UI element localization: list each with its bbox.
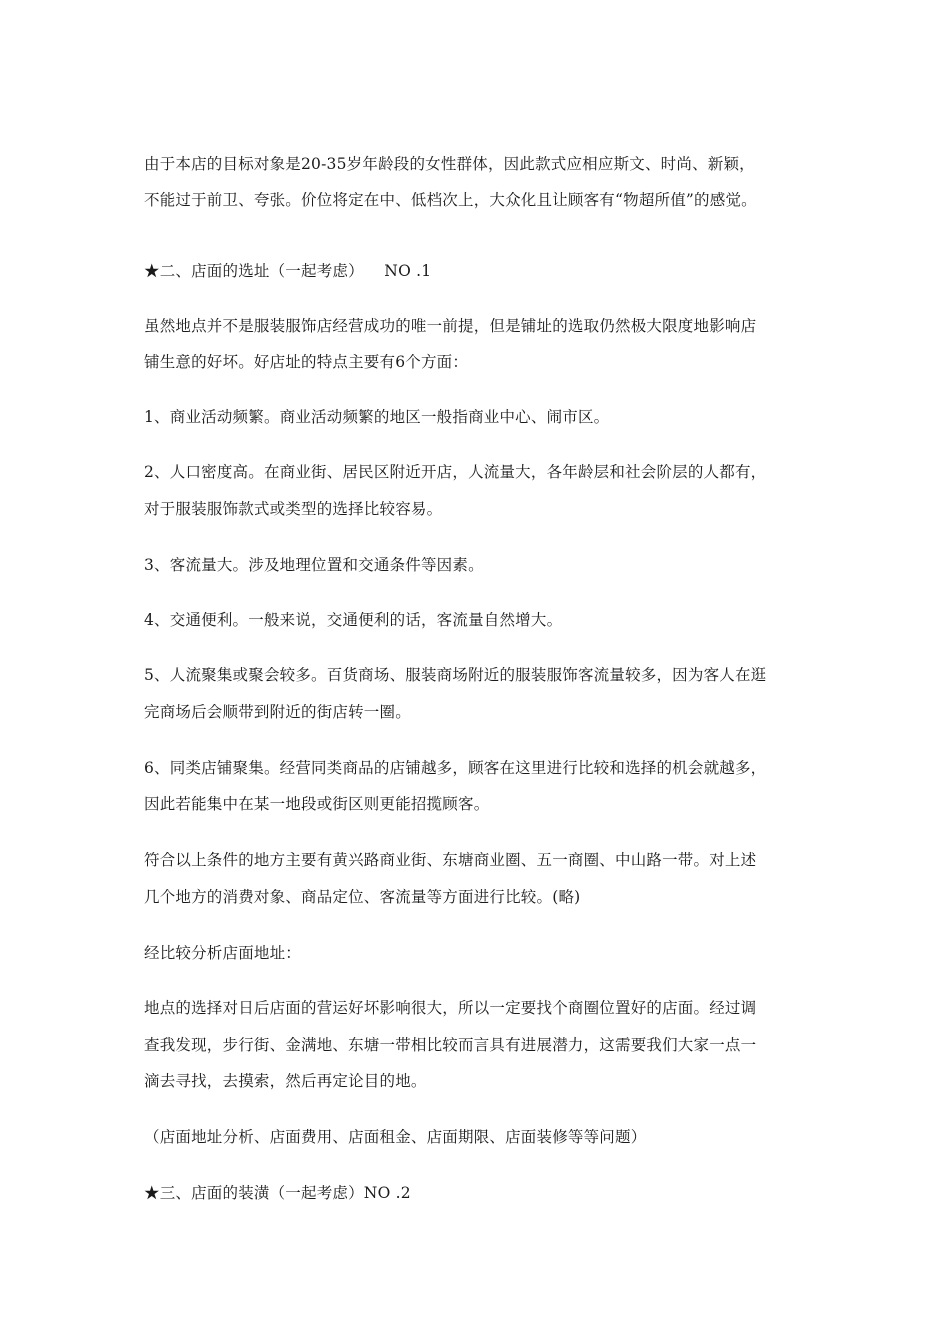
list-item-6-line-1: 6、同类店铺聚集。经营同类商品的店铺越多，顾客在这里进行比较和选择的机会就越多，	[144, 759, 767, 777]
section-2-para-4-line-2: 查我发现，步行街、金满地、东塘一带相比较而言具有进展潜力，这需要我们大家一点一	[144, 1036, 757, 1054]
section-2-para-4-line-1: 地点的选择对日后店面的营运好坏影响很大，所以一定要找个商圈位置好的店面。经过调	[144, 999, 757, 1017]
section-2-para-1-line-2: 铺生意的好坏。好店址的特点主要有6个方面：	[144, 353, 469, 371]
list-item-2-line-2: 对于服装服饰款式或类型的选择比较容易。	[144, 500, 443, 518]
section-2-para-2-line-2: 几个地方的消费对象、商品定位、客流量等方面进行比较。(略)	[144, 888, 581, 906]
intro-line-2: 不能过于前卫、夸张。价位将定在中、低档次上，大众化且让顾客有“物超所值”的感觉。	[144, 191, 757, 209]
intro-line-1: 由于本店的目标对象是20-35岁年龄段的女性群体，因此款式应相应斯文、时尚、新颖，	[144, 155, 755, 173]
section-2-para-1-line-1: 虽然地点并不是服装服饰店经营成功的唯一前提，但是铺址的选取仍然极大限度地影响店	[144, 317, 757, 335]
section-2-para-2-line-1: 符合以上条件的地方主要有黄兴路商业街、东塘商业圈、五一商圈、中山路一带。对上述	[144, 851, 757, 869]
list-item-4: 4、交通便利。一般来说，交通便利的话，客流量自然增大。	[144, 611, 563, 629]
section-2-para-3: 经比较分析店面地址：	[144, 944, 302, 962]
section-2-heading: ★二、店面的选址（一起考虑） NO .1	[144, 262, 432, 280]
list-item-3: 3、客流量大。涉及地理位置和交通条件等因素。	[144, 556, 484, 574]
list-item-2-line-1: 2、人口密度高。在商业街、居民区附近开店，人流量大，各年龄层和社会阶层的人都有，	[144, 463, 767, 481]
section-3-heading: ★三、店面的装潢（一起考虑）NO .2	[144, 1184, 411, 1202]
list-item-1: 1、商业活动频繁。商业活动频繁的地区一般指商业中心、闹市区。	[144, 408, 610, 426]
list-item-5-line-1: 5、人流聚集或聚会较多。百货商场、服装商场附近的服装服饰客流量较多，因为客人在逛	[144, 666, 767, 684]
section-2-para-5: （店面地址分析、店面费用、店面租金、店面期限、店面装修等等问题）	[144, 1128, 647, 1146]
list-item-6-line-2: 因此若能集中在某一地段或街区则更能招揽顾客。	[144, 795, 490, 813]
section-2-para-4-line-3: 滴去寻找，去摸索，然后再定论目的地。	[144, 1072, 427, 1090]
list-item-5-line-2: 完商场后会顺带到附近的街店转一圈。	[144, 703, 411, 721]
